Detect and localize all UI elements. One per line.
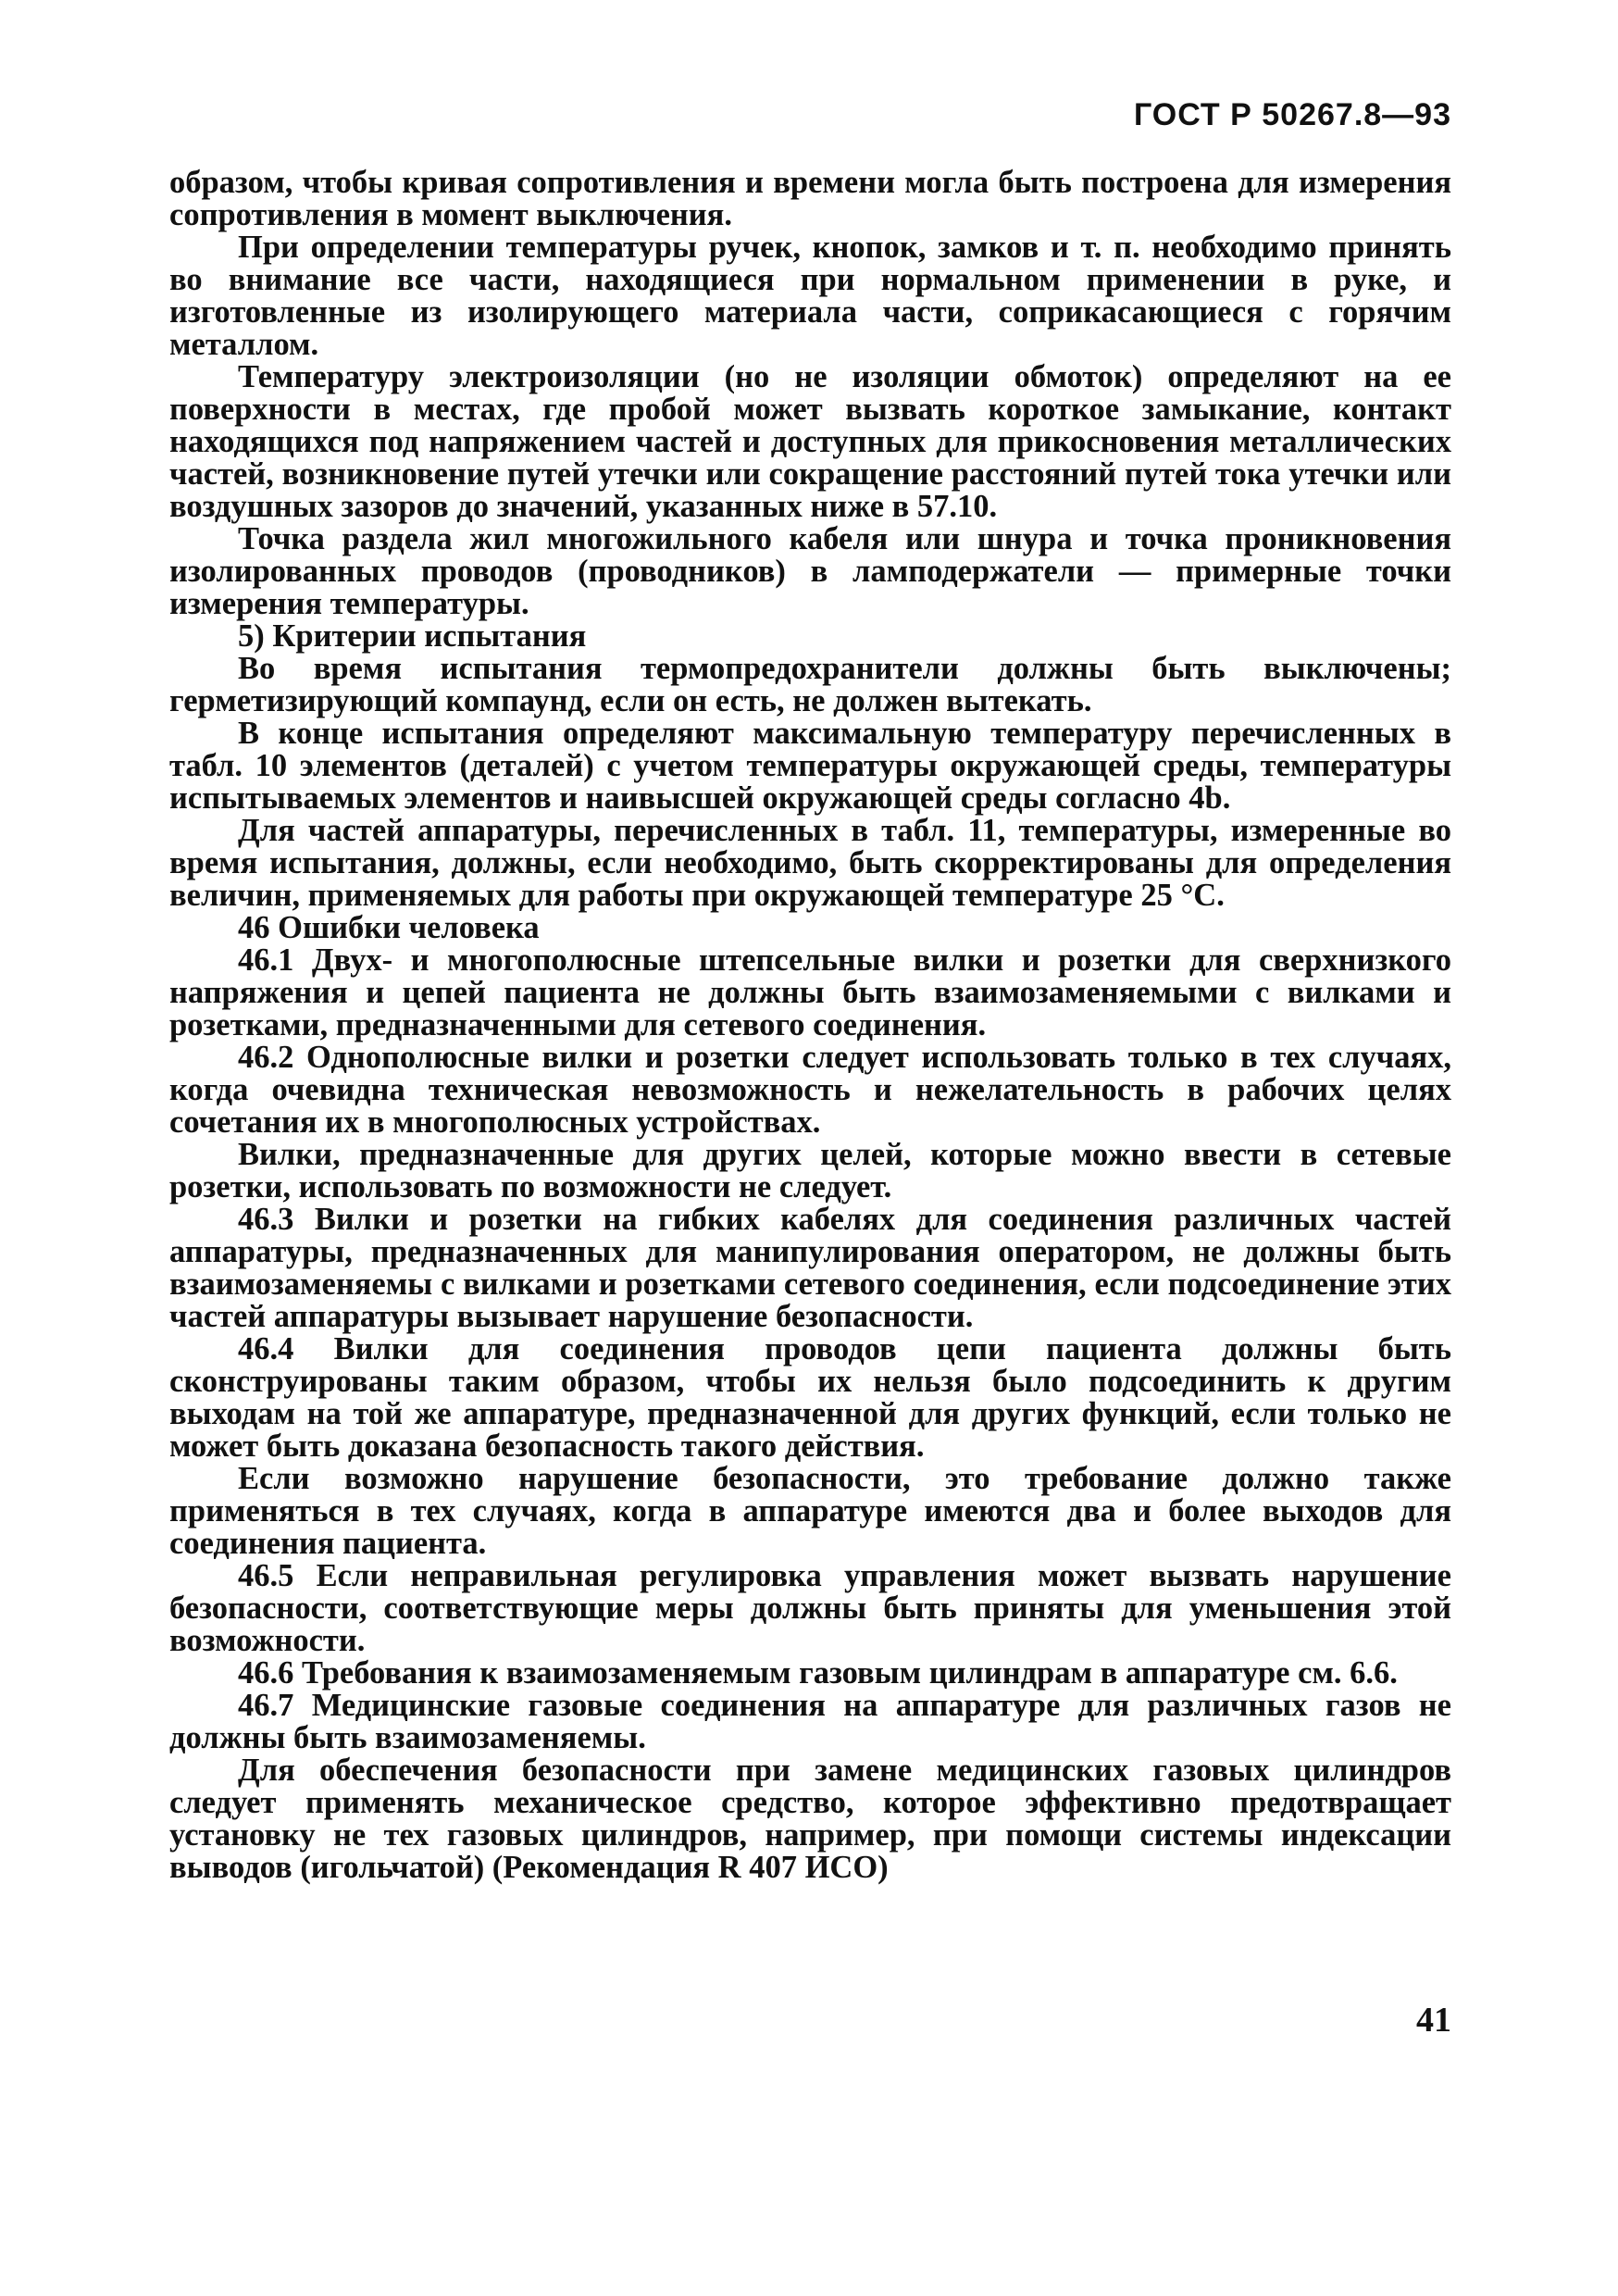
paragraph: образом, чтобы кривая сопротивления и времени могла быть построена для измерения сопротивления в момент выключения.: [169, 165, 1451, 232]
paragraph: Во время испытания термопредохранители должны быть выключены; герметизирующий компаунд, если он есть, не должен вытекать.: [169, 651, 1451, 718]
page-number: 41: [1416, 2001, 1451, 2040]
paragraph: Вилки, предназначенные для других целей, которые можно ввести в сетевые розетки, использовать по возможности не следует.: [169, 1137, 1451, 1204]
paragraph: 46.4 Вилки для соединения проводов цепи пациента должны быть сконструированы таким образом, чтобы их нельзя было подсоединить к другим выходам на той же аппаратуре, предназначенной для других функций, если только не может быть доказана безопасность такого действия.: [169, 1331, 1451, 1464]
paragraph: В конце испытания определяют максимальную температуру перечисленных в табл. 10 элементов (деталей) с учетом температуры окружающей среды, температуры испытываемых элементов и наивысшей окружающей среды согласно 4b.: [169, 716, 1451, 816]
document-body: [169, 167, 1451, 1884]
paragraph: При определении температуры ручек, кнопок, замков и т. п. необходимо принять во внимание все части, находящиеся при нормальном применении в руке, и изготовленные из изолирующего материала части, соприкасающиеся с горячим металлом.: [169, 230, 1451, 362]
paragraph: 46.2 Однополюсные вилки и розетки следует использовать только в тех случаях, когда очевидна техническая невозможность и нежелательность в рабочих целях сочетания их в многополюсных устройствах.: [169, 1040, 1451, 1140]
paragraph: 46.7 Медицинские газовые соединения на аппаратуре для различных газов не должны быть взаимозаменяемы.: [169, 1688, 1451, 1755]
paragraph: Точка раздела жил многожильного кабеля или шнура и точка проникновения изолированных проводов (проводников) в ламподержатели — примерные точки измерения температуры.: [169, 521, 1451, 621]
paragraph: 46.5 Если неправильная регулировка управления может вызвать нарушение безопасности, соответствующие меры должны быть приняты для уменьшения этой возможности.: [169, 1558, 1451, 1658]
paragraph: 46.3 Вилки и розетки на гибких кабелях для соединения различных частей аппаратуры, предназначенных для манипулирования оператором, не должны быть взаимозаменяемы с вилками и розетками сетевого соединения, если подсоединение этих частей аппаратуры вызывает нарушение безопасности.: [169, 1202, 1451, 1334]
paragraph: Температуру электроизоляции (но не изоляции обмоток) определяют на ее поверхности в местах, где пробой может вызвать короткое замыкание, контакт находящихся под напряжением частей и доступных для прикосновения металлических частей, возникновение путей утечки или сокращение расстояний путей тока утечки или воздушных зазоров до значений, указанных ниже в 57.10.: [169, 359, 1451, 524]
paragraph: 46.6 Требования к взаимозаменяемым газовым цилиндрам в аппаратуре см. 6.6.: [238, 1655, 1398, 1691]
standard-header: ГОСТ Р 50267.8—93: [1133, 97, 1451, 132]
paragraph: Для обеспечения безопасности при замене медицинских газовых цилиндров следует применять механическое средство, которое эффективно предотвращает установку не тех газовых цилиндров, например, при помощи системы индексации выводов (игольчатой) (Рекомендация R 407 ИСО): [169, 1753, 1451, 1885]
paragraph: Для частей аппаратуры, перечисленных в табл. 11, температуры, измеренные во время испытания, должны, если необходимо, быть скорректированы для определения величин, применяемых для работы при окружающей температуре 25 °С.: [169, 813, 1451, 913]
section-heading: 46 Ошибки человека: [238, 910, 540, 945]
paragraph: 46.1 Двух- и многополюсные штепсельные вилки и розетки для сверхнизкого напряжения и цепей пациента не должны быть взаимозаменяемыми с вилками и розетками, предназначенными для сетевого соединения.: [169, 942, 1451, 1042]
section-heading: 5) Критерии испытания: [238, 618, 587, 654]
paragraph: Если возможно нарушение безопасности, это требование должно также применяться в тех случаях, когда в аппаратуре имеются два и более выходов для соединения пациента.: [169, 1461, 1451, 1561]
